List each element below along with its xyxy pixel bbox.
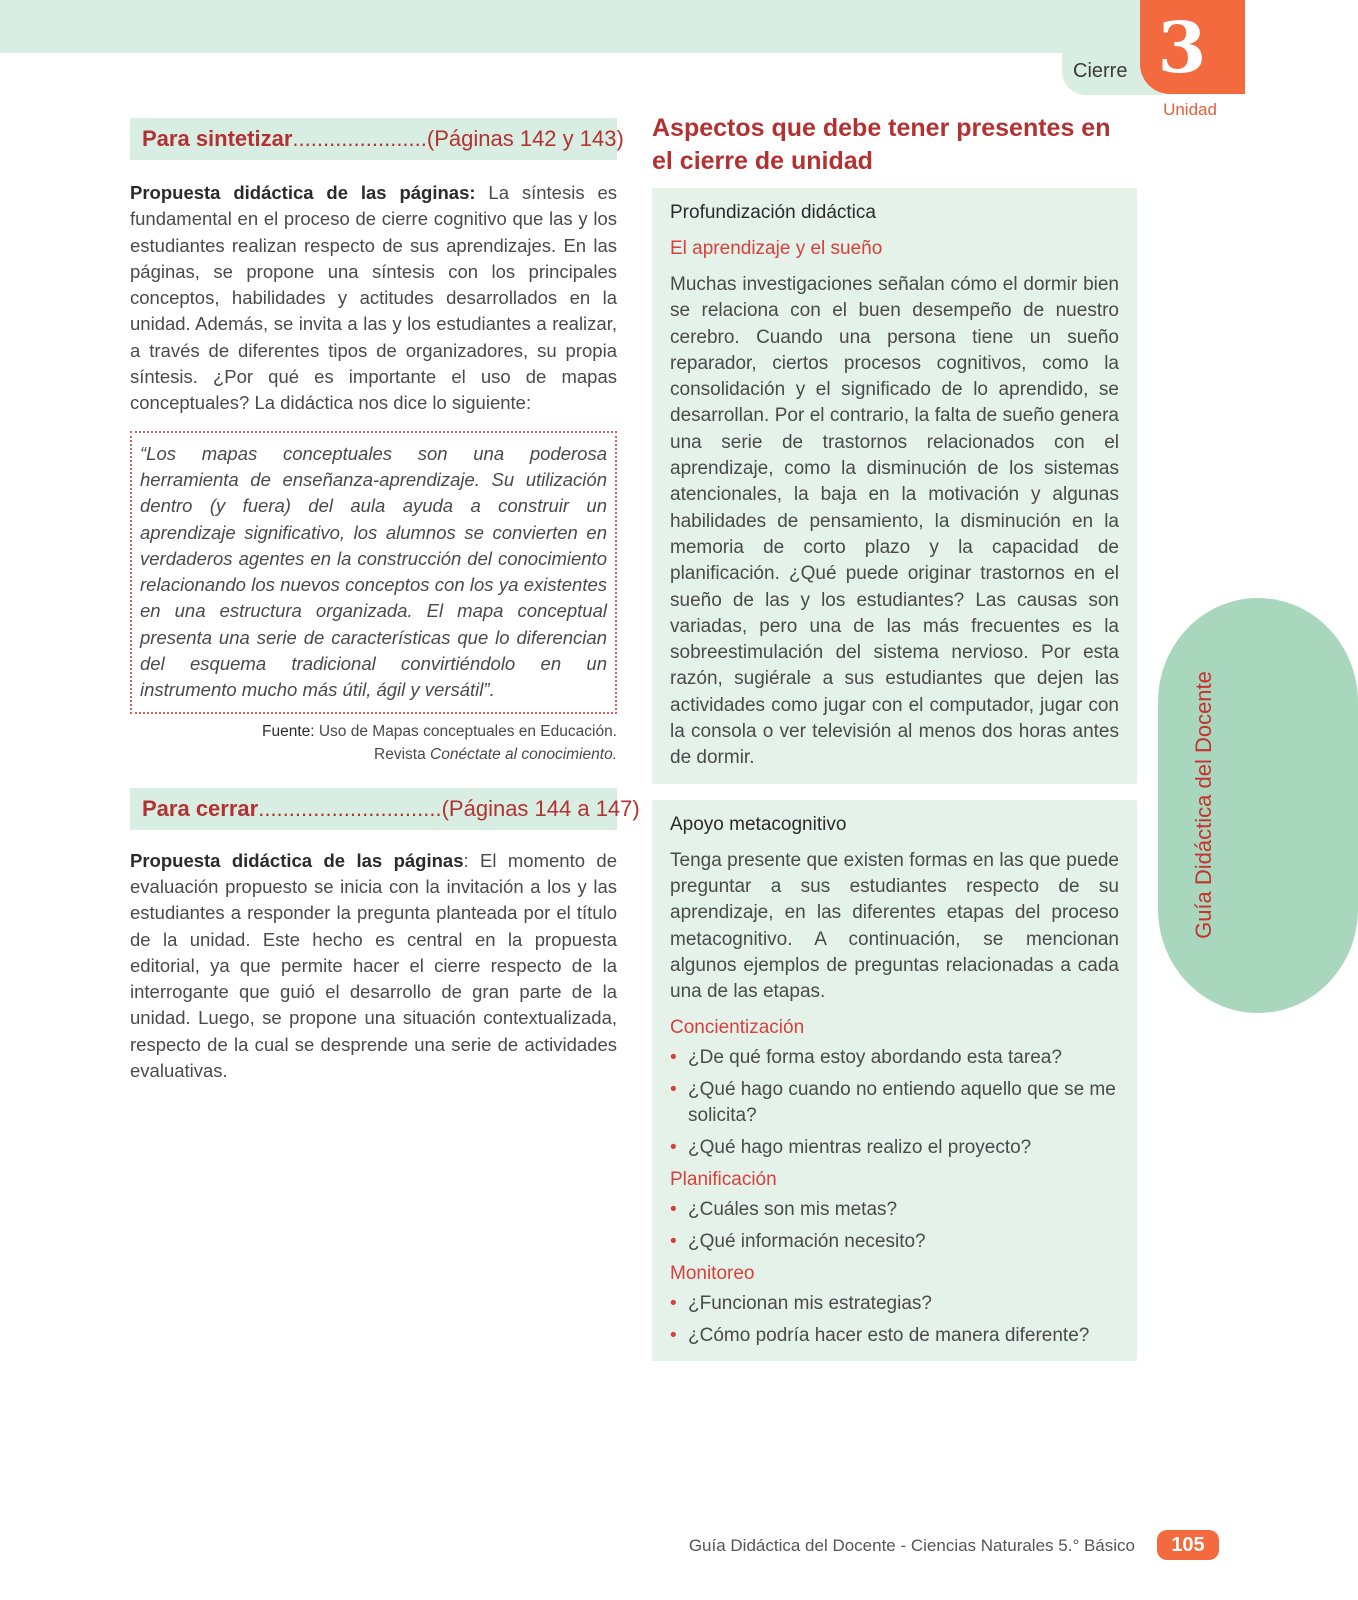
header-band bbox=[0, 0, 1140, 53]
stage-heading: Concientización bbox=[670, 1017, 805, 1039]
page-reference: (Páginas 142 y 143) bbox=[426, 126, 624, 151]
source-text: Uso de Mapas conceptuales en Educación. bbox=[318, 722, 617, 740]
quote-box bbox=[130, 431, 617, 714]
dot-leader: .............................. bbox=[258, 795, 442, 821]
list-item: • ¿Funcionan mis estrategias? bbox=[670, 1291, 1119, 1317]
unit-label: Unidad bbox=[1163, 100, 1217, 119]
list-item: • ¿Qué información necesito? bbox=[670, 1229, 1119, 1255]
section-title: Para cerrar bbox=[142, 795, 259, 821]
side-tab bbox=[1158, 598, 1358, 1013]
paragraph bbox=[130, 180, 617, 417]
section-heading-cerrar bbox=[130, 788, 640, 830]
question-list bbox=[670, 1045, 1119, 1161]
box-body: Muchas investigaciones señalan cómo el dormir bien se relaciona con el buen desempeño de nuestro cerebro. Cuando una persona tiene un sueño reparador, ciertos procesos cognitivos, como la consolidación y el significado de lo aprendido, se desarrollan. Por el contrario, la falta de sueño genera una serie de trastornos relacionados con el aprendizaje, como la disminución de los sistemas atencionales, la baja en la motivación y algunas habilidades de pensamiento, la disminución en la memoria de corto plazo y la capacidad de planificación. ¿Qué puede originar trastornos en el sueño de las y los estudiantes? Las causas son variadas, pero una de las más frecuentes es la sobreestimulación del sistema nervioso. Por esta razón, sugiérale a sus estudiantes que dejen las actividades como jugar con el computador, jugar con la consola o ver televisión al menos dos horas antes de dormir. bbox=[670, 274, 1119, 769]
section-title: Para sintetizar bbox=[142, 126, 293, 151]
page-number: 105 bbox=[1157, 1530, 1219, 1560]
box-title: Profundización didáctica bbox=[670, 202, 876, 223]
paragraph-lead: Propuesta didáctica de las páginas: bbox=[130, 182, 476, 203]
paragraph-body: : El momento de evaluación propuesto se inicia con la invitación a los y las estudiantes a responder la pregunta planteada por el título de la unidad. Este hecho es central en la propuesta editorial, ya que permite hacer el cierre respecto de la interrogante que guió el desarrollo de gran parte de la unidad. Luego, se propone una situación contextualizada, respecto de la cual se desprende una serie de actividades evaluativas. bbox=[130, 849, 617, 1082]
list-item: • ¿Qué hago mientras realizo el proyecto? bbox=[670, 1135, 1119, 1161]
page-title: Aspectos que debe tener presentes en el cierre de unidad bbox=[652, 114, 1111, 175]
source-title: Conéctate al conocimiento. bbox=[430, 745, 617, 763]
page-reference: (Páginas 144 a 147) bbox=[441, 795, 640, 821]
paragraph-lead: Propuesta didáctica de las páginas bbox=[130, 849, 464, 871]
left-column bbox=[130, 118, 640, 1084]
list-item: • ¿Cuáles son mis metas? bbox=[670, 1197, 1119, 1223]
section-heading-sintetizar bbox=[130, 118, 624, 160]
box-body: Tenga presente que existen formas en las que puede preguntar a sus estudiantes respecto de su aprendizaje, en las diferentes etapas del proceso metacognitivo. A continuación, se mencionan algunos ejemplos de preguntas relacionadas a cada una de las etapas. bbox=[670, 849, 1119, 1003]
section-label: Cierre bbox=[1073, 60, 1128, 82]
list-item: • ¿De qué forma estoy abordando esta tarea? bbox=[670, 1045, 1119, 1071]
box-subtitle: El aprendizaje y el sueño bbox=[670, 238, 883, 259]
unit-number: 3 bbox=[1157, 6, 1207, 89]
right-column bbox=[652, 112, 1137, 1361]
paragraph-body: La síntesis es fundamental en el proceso de cierre cognitivo que las y los estudiantes realizan respecto de sus aprendizajes. En las páginas, se propone una síntesis con los principales conceptos, habilidades y actitudes desarrollados en la unidad. Además, se invita a las y los estudiantes a realizar, a través de diferentes tipos de organizadores, su propia síntesis. ¿Por qué es importante el uso de mapas conceptuales? La didáctica nos dice lo siguiente: bbox=[130, 182, 617, 414]
info-box-metacognitivo bbox=[652, 800, 1137, 1362]
box-title: Apoyo metacognitivo bbox=[670, 813, 847, 835]
question-list bbox=[670, 1197, 1119, 1255]
list-item: • ¿Cómo podría hacer esto de manera diferente? bbox=[670, 1323, 1119, 1349]
footer-text: Guía Didáctica del Docente - Ciencias Naturales 5.° Básico bbox=[688, 1536, 1135, 1555]
paragraph bbox=[130, 848, 617, 1085]
source-citation bbox=[130, 720, 617, 766]
info-box-profundizacion bbox=[652, 188, 1137, 784]
quote-text: “Los mapas conceptuales son una poderosa herramienta de enseñanza-aprendizaje. Su utilización dentro (y fuera) del aula ayuda a construir un aprendizaje significativo, los alumnos se convierten en verdaderos agentes en la construcción del conocimiento relacionando los nuevos conceptos con los ya existentes en una estructura organizada. El mapa conceptual presenta una serie de características que lo diferencian del esquema tradicional convirtiéndolo en un instrumento mucho más útil, ágil y versátil”. bbox=[140, 442, 607, 701]
source-prefix: Revista bbox=[374, 745, 426, 763]
stage-heading: Monitoreo bbox=[670, 1263, 755, 1285]
side-tab-label: Guía Didáctica del Docente bbox=[1191, 671, 1216, 939]
dot-leader: ...................... bbox=[292, 126, 427, 151]
stage-heading: Planificación bbox=[670, 1169, 777, 1191]
question-list bbox=[670, 1291, 1119, 1349]
source-label: Fuente: bbox=[261, 722, 315, 740]
list-item: • ¿Qué hago cuando no entiendo aquello que se me solicita? bbox=[670, 1077, 1119, 1129]
